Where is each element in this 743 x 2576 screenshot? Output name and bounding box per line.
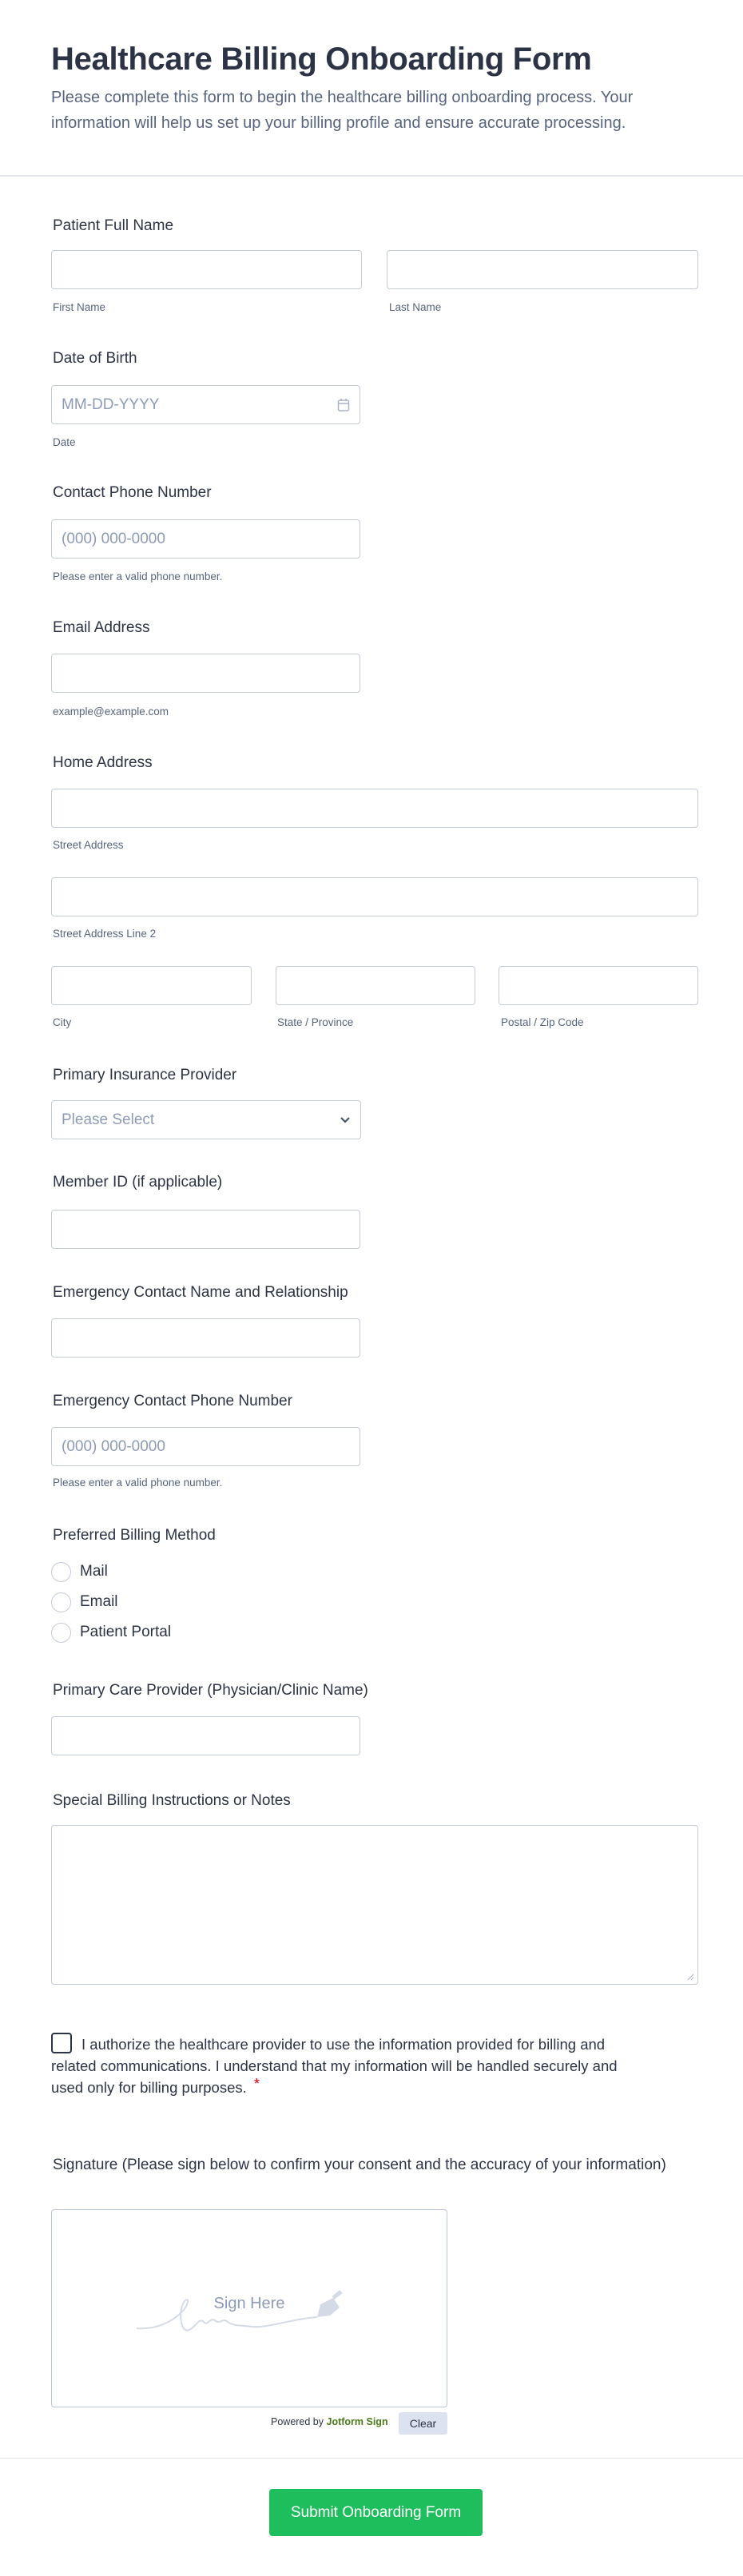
last-name-input[interactable] [387,250,698,289]
resize-handle-icon[interactable] [687,1974,694,1981]
radio-email[interactable] [51,1592,71,1612]
zip-sublabel: Postal / Zip Code [501,1016,584,1028]
state-sublabel: State / Province [277,1016,354,1028]
email-label: Email Address [53,619,150,636]
signature-pad[interactable] [51,2209,447,2407]
radio-mail[interactable] [51,1562,71,1582]
consent-label: I authorize the healthcare provider to use the information provided for billing and related communications. I understand that my information will be handled securely and used only for billing purposes. [51,2036,618,2096]
member-id-input[interactable] [51,1210,360,1249]
city-sublabel: City [53,1016,72,1028]
phone-sublabel: Please enter a valid phone number. [53,570,223,582]
street-sublabel: Street Address [53,839,124,851]
member-id-label: Member ID (if applicable) [53,1174,223,1191]
emergency-phone-label: Emergency Contact Phone Number [53,1393,292,1409]
care-provider-label: Primary Care Provider (Physician/Clinic Name) [53,1682,368,1699]
billing-method-label: Preferred Billing Method [53,1527,216,1544]
emergency-name-input[interactable] [51,1318,360,1358]
state-input[interactable] [276,966,475,1005]
insurance-selected-value: Please Select [62,1111,155,1128]
jotform-sign-link[interactable]: Jotform Sign [326,2416,388,2427]
page-title: Healthcare Billing Onboarding Form [51,42,592,77]
radio-mail-label[interactable]: Mail [80,1563,108,1580]
city-input[interactable] [51,966,252,1005]
street2-sublabel: Street Address Line 2 [53,928,157,940]
emergency-phone-input[interactable] [51,1427,360,1466]
dob-placeholder: MM-DD-YYYY [62,396,160,413]
last-name-sublabel: Last Name [389,301,442,313]
required-mark: * [253,2075,260,2092]
signature-scribble-icon [132,2290,364,2346]
radio-email-label[interactable]: Email [80,1593,118,1610]
phone-label: Contact Phone Number [53,484,212,501]
street2-input[interactable] [51,877,698,916]
notes-textarea[interactable] [51,1825,698,1985]
phone-input[interactable] [51,519,360,559]
radio-patient-portal-label[interactable]: Patient Portal [80,1624,172,1640]
emergency-phone-sublabel: Please enter a valid phone number. [53,1477,223,1489]
email-input[interactable] [51,654,360,693]
sign-here-placeholder: Sign Here [213,2295,285,2312]
care-provider-input[interactable] [51,1716,360,1755]
dob-input[interactable] [51,385,360,424]
street-input[interactable] [51,789,698,828]
footer-divider [0,2458,743,2459]
powered-by-text: Powered by [271,2416,324,2427]
page-description: Please complete this form to begin the healthcare billing onboarding process. Your information will help us set up your billing profile and ensure accurate processing. [51,89,634,132]
chevron-down-icon [340,1116,351,1124]
header-divider [0,175,743,177]
signature-label: Signature (Please sign below to confirm your consent and the accuracy of your information) [53,2157,666,2173]
clear-signature-button[interactable]: Clear [399,2412,447,2435]
patient-name-label: Patient Full Name [53,217,174,234]
first-name-sublabel: First Name [53,301,106,313]
insurance-select[interactable] [51,1100,361,1139]
submit-button[interactable]: Submit Onboarding Form [269,2489,483,2536]
consent-text [51,2033,634,2098]
first-name-input[interactable] [51,250,362,289]
notes-label: Special Billing Instructions or Notes [53,1792,291,1809]
address-label: Home Address [53,754,153,771]
dob-label: Date of Birth [53,350,137,367]
emergency-phone-placeholder: (000) 000-0000 [62,1437,165,1455]
calendar-icon[interactable] [337,398,350,412]
dob-sublabel: Date [53,436,76,448]
phone-placeholder: (000) 000-0000 [62,530,165,547]
powered-by [271,2416,388,2427]
email-sublabel: example@example.com [53,706,169,718]
emergency-name-label: Emergency Contact Name and Relationship [53,1284,348,1301]
zip-input[interactable] [499,966,698,1005]
insurance-label: Primary Insurance Provider [53,1067,237,1083]
radio-patient-portal[interactable] [51,1623,71,1643]
